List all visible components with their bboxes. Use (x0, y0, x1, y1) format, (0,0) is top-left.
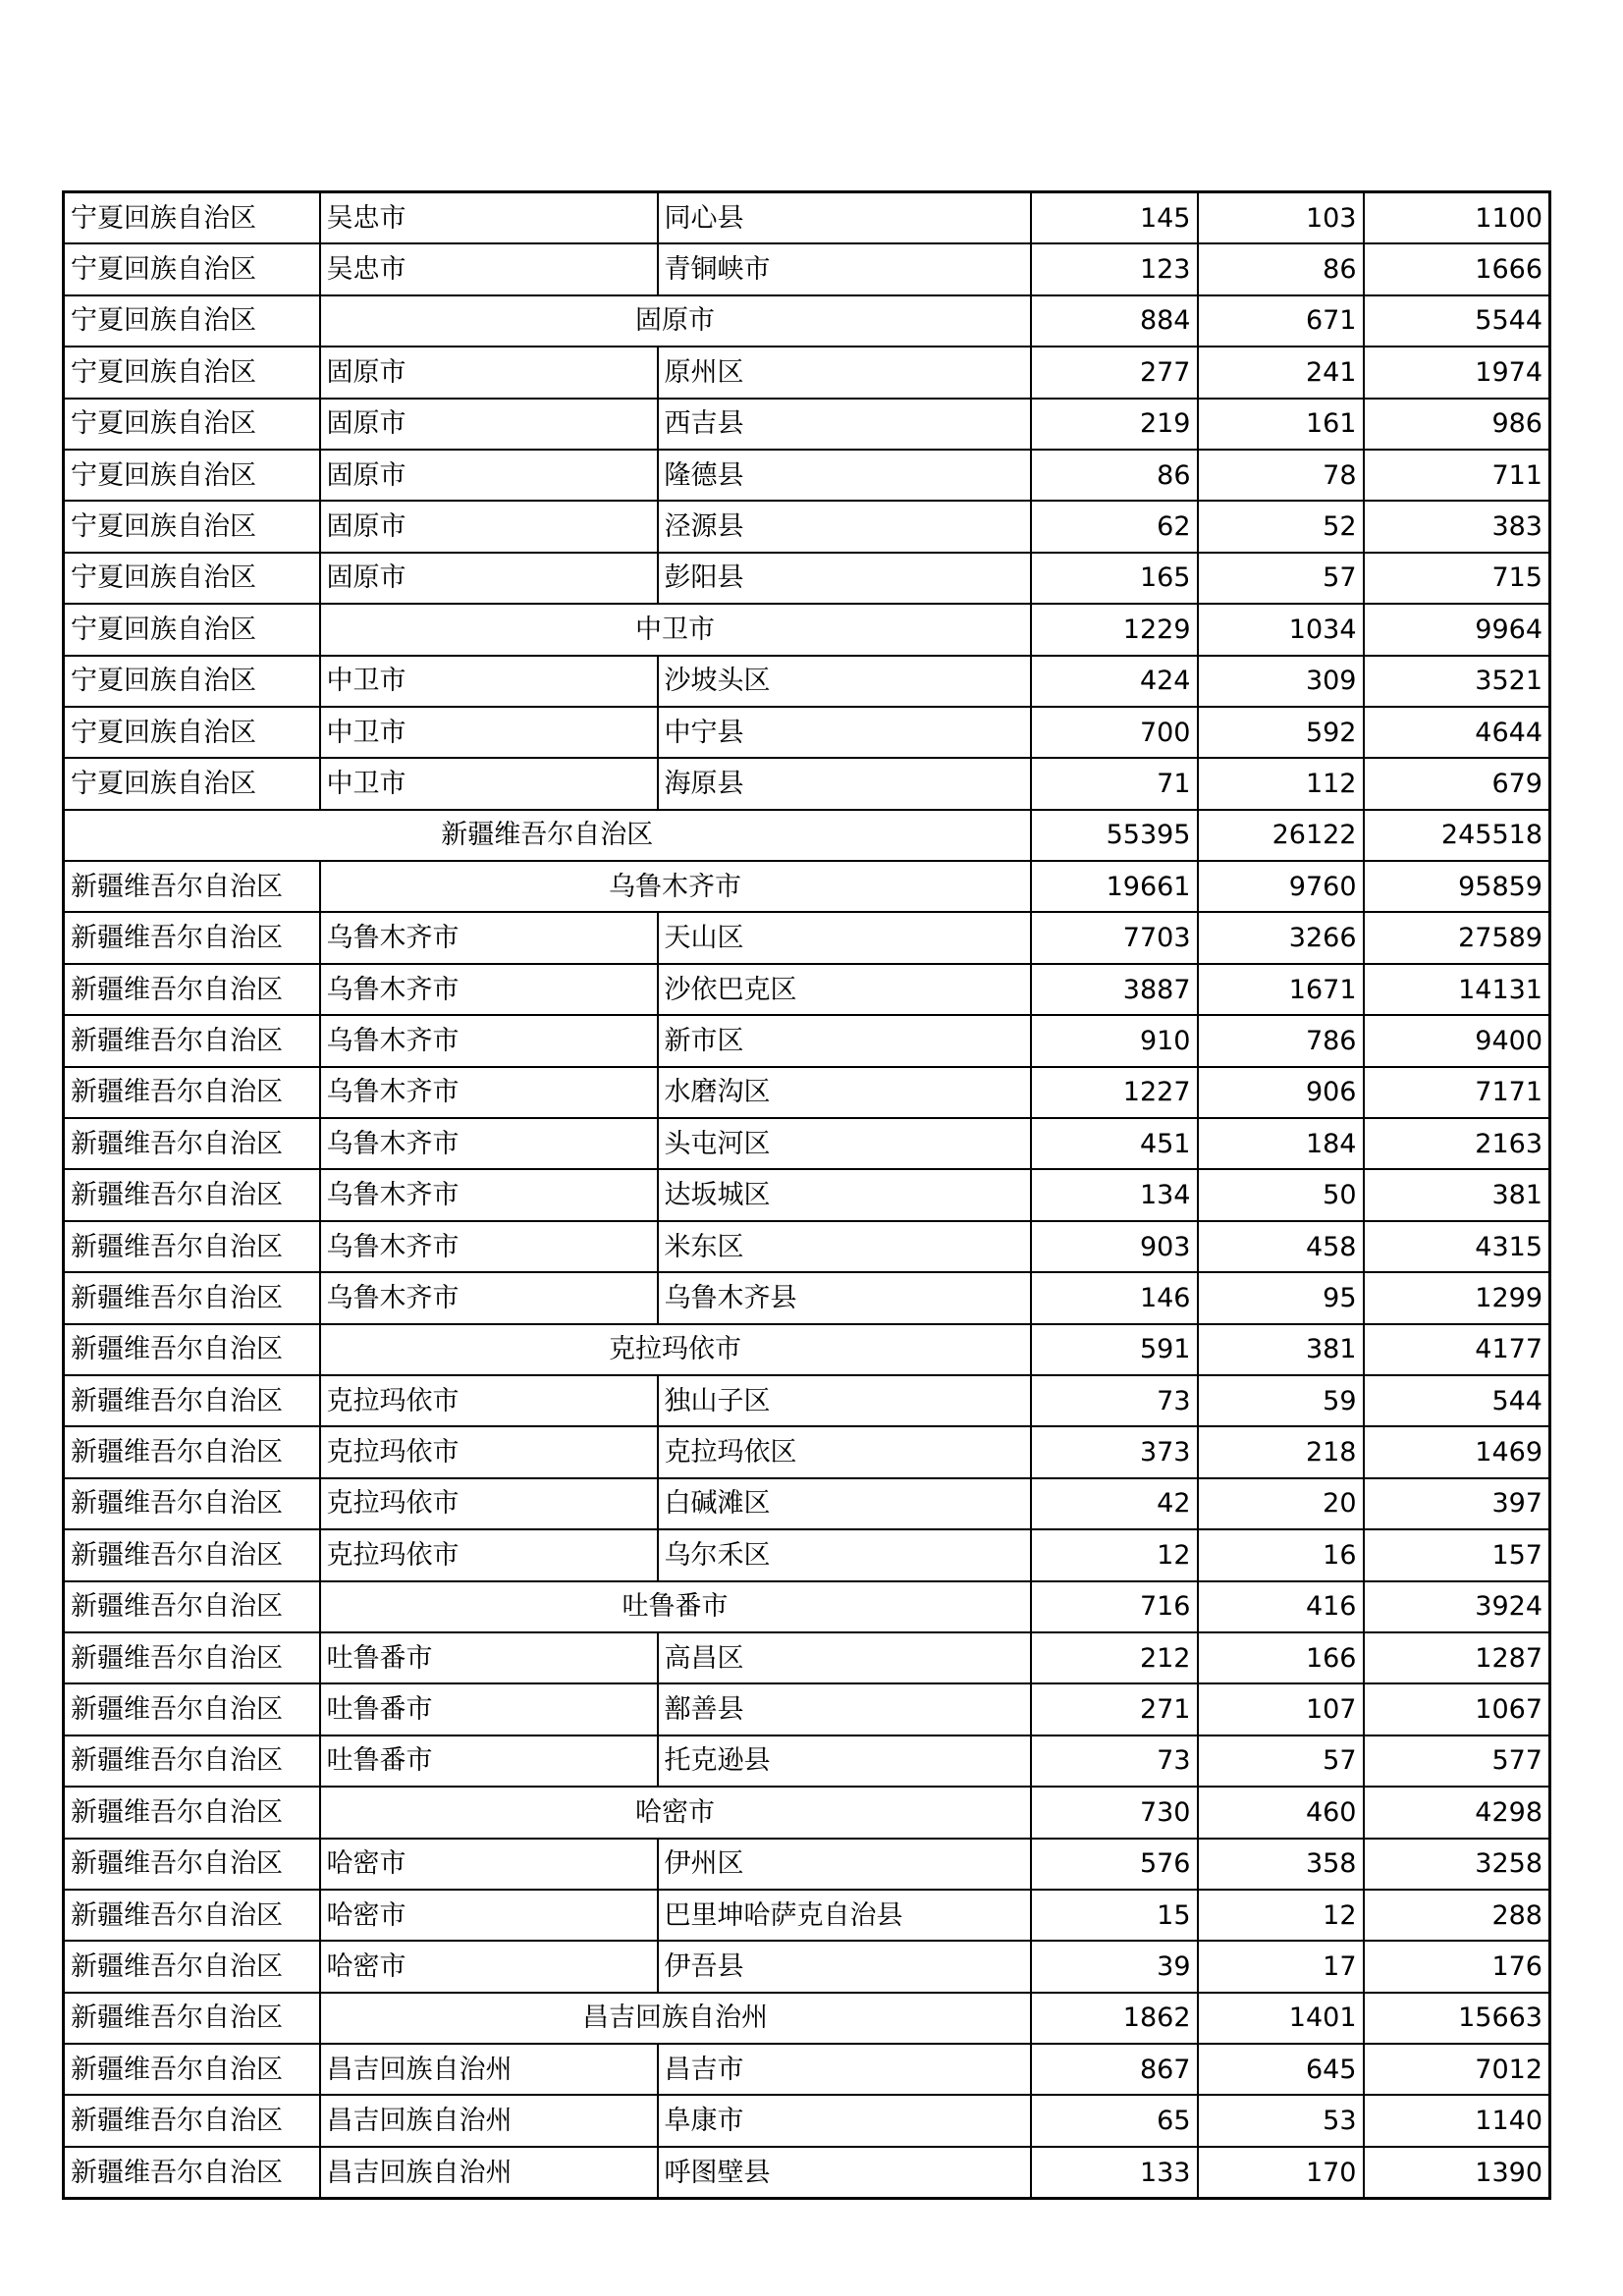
province-cell: 新疆维吾尔自治区 (64, 1118, 320, 1169)
province-cell: 新疆维吾尔自治区 (64, 1221, 320, 1272)
county-cell: 海原县 (658, 758, 1031, 809)
province-cell: 新疆维吾尔自治区 (64, 1324, 320, 1375)
county-row (64, 1478, 1550, 1529)
value-1-cell: 1227 (1031, 1067, 1198, 1118)
city-cell: 中卫市 (320, 656, 658, 707)
value-2-cell: 1401 (1198, 1993, 1364, 2044)
value-1-cell: 146 (1031, 1272, 1198, 1323)
county-cell: 西吉县 (658, 399, 1031, 450)
value-3-cell: 4177 (1364, 1324, 1550, 1375)
province-cell: 宁夏回族自治区 (64, 707, 320, 758)
province-name-cell: 新疆维吾尔自治区 (64, 810, 1031, 861)
value-2-cell: 57 (1198, 553, 1364, 604)
city-cell: 吴忠市 (320, 243, 658, 294)
value-1-cell: 134 (1031, 1169, 1198, 1220)
value-3-cell: 4298 (1364, 1787, 1550, 1838)
province-cell: 新疆维吾尔自治区 (64, 1890, 320, 1941)
city-cell: 哈密市 (320, 1941, 658, 1992)
value-1-cell: 1862 (1031, 1993, 1198, 2044)
county-cell: 隆德县 (658, 450, 1031, 501)
value-2-cell: 59 (1198, 1375, 1364, 1426)
value-3-cell: 5544 (1364, 295, 1550, 347)
city-cell: 哈密市 (320, 1839, 658, 1890)
value-2-cell: 416 (1198, 1581, 1364, 1632)
value-2-cell: 26122 (1198, 810, 1364, 861)
city-name-cell: 中卫市 (320, 604, 1031, 655)
value-3-cell: 288 (1364, 1890, 1550, 1941)
county-cell: 高昌区 (658, 1632, 1031, 1683)
county-cell: 沙依巴克区 (658, 964, 1031, 1015)
value-3-cell: 3924 (1364, 1581, 1550, 1632)
value-3-cell: 1390 (1364, 2147, 1550, 2199)
value-3-cell: 1067 (1364, 1683, 1550, 1735)
value-2-cell: 9760 (1198, 861, 1364, 912)
value-1-cell: 424 (1031, 656, 1198, 707)
value-1-cell: 576 (1031, 1839, 1198, 1890)
county-cell: 新市区 (658, 1015, 1031, 1066)
value-2-cell: 103 (1198, 192, 1364, 244)
value-1-cell: 910 (1031, 1015, 1198, 1066)
value-2-cell: 107 (1198, 1683, 1364, 1735)
province-cell: 新疆维吾尔自治区 (64, 1375, 320, 1426)
county-cell: 伊吾县 (658, 1941, 1031, 1992)
province-cell: 新疆维吾尔自治区 (64, 2147, 320, 2199)
city-cell: 固原市 (320, 450, 658, 501)
city-cell: 乌鲁木齐市 (320, 964, 658, 1015)
city-row (64, 295, 1550, 347)
city-cell: 克拉玛依市 (320, 1375, 658, 1426)
county-row (64, 1632, 1550, 1683)
county-row (64, 347, 1550, 398)
city-name-cell: 乌鲁木齐市 (320, 861, 1031, 912)
value-3-cell: 679 (1364, 758, 1550, 809)
value-1-cell: 133 (1031, 2147, 1198, 2199)
value-1-cell: 165 (1031, 553, 1198, 604)
value-3-cell: 577 (1364, 1735, 1550, 1787)
city-cell: 固原市 (320, 399, 658, 450)
value-3-cell: 7171 (1364, 1067, 1550, 1118)
value-3-cell: 711 (1364, 450, 1550, 501)
county-cell: 白碱滩区 (658, 1478, 1031, 1529)
value-2-cell: 381 (1198, 1324, 1364, 1375)
city-cell: 吴忠市 (320, 192, 658, 244)
county-row (64, 964, 1550, 1015)
province-cell: 新疆维吾尔自治区 (64, 1993, 320, 2044)
city-cell: 昌吉回族自治州 (320, 2147, 658, 2199)
county-cell: 彭阳县 (658, 553, 1031, 604)
value-3-cell: 1140 (1364, 2095, 1550, 2146)
province-cell: 宁夏回族自治区 (64, 347, 320, 398)
value-1-cell: 451 (1031, 1118, 1198, 1169)
county-cell: 阜康市 (658, 2095, 1031, 2146)
county-row (64, 1529, 1550, 1580)
county-row (64, 1169, 1550, 1220)
value-2-cell: 12 (1198, 1890, 1364, 1941)
county-row (64, 399, 1550, 450)
city-cell: 固原市 (320, 553, 658, 604)
table-body (64, 192, 1550, 2199)
county-row (64, 1067, 1550, 1118)
county-cell: 乌尔禾区 (658, 1529, 1031, 1580)
value-2-cell: 86 (1198, 243, 1364, 294)
province-cell: 宁夏回族自治区 (64, 399, 320, 450)
city-name-cell: 昌吉回族自治州 (320, 1993, 1031, 2044)
value-1-cell: 39 (1031, 1941, 1198, 1992)
county-cell: 沙坡头区 (658, 656, 1031, 707)
value-1-cell: 15 (1031, 1890, 1198, 1941)
province-cell: 宁夏回族自治区 (64, 758, 320, 809)
value-1-cell: 19661 (1031, 861, 1198, 912)
county-cell: 米东区 (658, 1221, 1031, 1272)
province-cell: 新疆维吾尔自治区 (64, 1478, 320, 1529)
county-cell: 泾源县 (658, 501, 1031, 552)
county-cell: 天山区 (658, 912, 1031, 963)
county-cell: 头屯河区 (658, 1118, 1031, 1169)
province-cell: 新疆维吾尔自治区 (64, 1735, 320, 1787)
province-cell: 新疆维吾尔自治区 (64, 1169, 320, 1220)
county-row (64, 758, 1550, 809)
value-2-cell: 95 (1198, 1272, 1364, 1323)
value-2-cell: 458 (1198, 1221, 1364, 1272)
county-cell: 中宁县 (658, 707, 1031, 758)
province-cell: 新疆维吾尔自治区 (64, 1426, 320, 1477)
county-row (64, 1839, 1550, 1890)
value-2-cell: 52 (1198, 501, 1364, 552)
province-cell: 新疆维吾尔自治区 (64, 964, 320, 1015)
value-2-cell: 309 (1198, 656, 1364, 707)
county-row (64, 1221, 1550, 1272)
province-cell: 宁夏回族自治区 (64, 604, 320, 655)
value-3-cell: 1469 (1364, 1426, 1550, 1477)
value-1-cell: 7703 (1031, 912, 1198, 963)
value-3-cell: 9964 (1364, 604, 1550, 655)
county-row (64, 656, 1550, 707)
value-3-cell: 397 (1364, 1478, 1550, 1529)
county-cell: 独山子区 (658, 1375, 1031, 1426)
city-cell: 乌鲁木齐市 (320, 912, 658, 963)
county-row (64, 2095, 1550, 2146)
city-cell: 吐鲁番市 (320, 1735, 658, 1787)
county-cell: 呼图壁县 (658, 2147, 1031, 2199)
county-cell: 昌吉市 (658, 2044, 1031, 2095)
city-name-cell: 吐鲁番市 (320, 1581, 1031, 1632)
value-1-cell: 65 (1031, 2095, 1198, 2146)
province-cell: 新疆维吾尔自治区 (64, 2095, 320, 2146)
city-cell: 克拉玛依市 (320, 1478, 658, 1529)
county-row (64, 553, 1550, 604)
province-cell: 新疆维吾尔自治区 (64, 2044, 320, 2095)
value-1-cell: 86 (1031, 450, 1198, 501)
value-2-cell: 671 (1198, 295, 1364, 347)
county-row (64, 707, 1550, 758)
value-1-cell: 3887 (1031, 964, 1198, 1015)
county-row (64, 2147, 1550, 2199)
city-cell: 昌吉回族自治州 (320, 2095, 658, 2146)
value-1-cell: 716 (1031, 1581, 1198, 1632)
value-1-cell: 62 (1031, 501, 1198, 552)
province-cell: 新疆维吾尔自治区 (64, 1067, 320, 1118)
value-1-cell: 277 (1031, 347, 1198, 398)
province-cell: 宁夏回族自治区 (64, 192, 320, 244)
value-3-cell: 1287 (1364, 1632, 1550, 1683)
value-2-cell: 1671 (1198, 964, 1364, 1015)
value-2-cell: 57 (1198, 1735, 1364, 1787)
value-2-cell: 1034 (1198, 604, 1364, 655)
value-3-cell: 2163 (1364, 1118, 1550, 1169)
value-2-cell: 241 (1198, 347, 1364, 398)
city-cell: 中卫市 (320, 707, 658, 758)
city-cell: 昌吉回族自治州 (320, 2044, 658, 2095)
city-cell: 吐鲁番市 (320, 1683, 658, 1735)
value-1-cell: 884 (1031, 295, 1198, 347)
city-cell: 乌鲁木齐市 (320, 1221, 658, 1272)
value-1-cell: 591 (1031, 1324, 1198, 1375)
city-name-cell: 克拉玛依市 (320, 1324, 1031, 1375)
province-cell: 新疆维吾尔自治区 (64, 1941, 320, 1992)
province-cell: 宁夏回族自治区 (64, 295, 320, 347)
value-3-cell: 7012 (1364, 2044, 1550, 2095)
county-row (64, 1118, 1550, 1169)
county-cell: 克拉玛依区 (658, 1426, 1031, 1477)
value-3-cell: 15663 (1364, 1993, 1550, 2044)
value-3-cell: 383 (1364, 501, 1550, 552)
county-row (64, 1375, 1550, 1426)
value-3-cell: 4315 (1364, 1221, 1550, 1272)
value-3-cell: 176 (1364, 1941, 1550, 1992)
city-cell: 克拉玛依市 (320, 1529, 658, 1580)
value-3-cell: 986 (1364, 399, 1550, 450)
city-cell: 乌鲁木齐市 (320, 1169, 658, 1220)
county-row (64, 243, 1550, 294)
value-2-cell: 112 (1198, 758, 1364, 809)
city-cell: 哈密市 (320, 1890, 658, 1941)
value-1-cell: 73 (1031, 1735, 1198, 1787)
city-name-cell: 哈密市 (320, 1787, 1031, 1838)
value-1-cell: 219 (1031, 399, 1198, 450)
province-cell: 宁夏回族自治区 (64, 656, 320, 707)
province-cell: 宁夏回族自治区 (64, 243, 320, 294)
county-cell: 水磨沟区 (658, 1067, 1031, 1118)
value-3-cell: 27589 (1364, 912, 1550, 963)
county-cell: 同心县 (658, 192, 1031, 244)
value-2-cell: 78 (1198, 450, 1364, 501)
province-cell: 新疆维吾尔自治区 (64, 1272, 320, 1323)
county-row (64, 450, 1550, 501)
county-cell: 乌鲁木齐县 (658, 1272, 1031, 1323)
value-2-cell: 53 (1198, 2095, 1364, 2146)
value-3-cell: 3521 (1364, 656, 1550, 707)
value-1-cell: 145 (1031, 192, 1198, 244)
county-cell: 原州区 (658, 347, 1031, 398)
value-3-cell: 245518 (1364, 810, 1550, 861)
city-cell: 中卫市 (320, 758, 658, 809)
value-1-cell: 42 (1031, 1478, 1198, 1529)
value-3-cell: 157 (1364, 1529, 1550, 1580)
value-1-cell: 123 (1031, 243, 1198, 294)
county-cell: 托克逊县 (658, 1735, 1031, 1787)
value-2-cell: 161 (1198, 399, 1364, 450)
value-3-cell: 715 (1364, 553, 1550, 604)
city-cell: 乌鲁木齐市 (320, 1272, 658, 1323)
city-row (64, 1324, 1550, 1375)
value-2-cell: 17 (1198, 1941, 1364, 1992)
value-2-cell: 16 (1198, 1529, 1364, 1580)
province-cell: 新疆维吾尔自治区 (64, 1581, 320, 1632)
county-row (64, 192, 1550, 244)
province-cell: 新疆维吾尔自治区 (64, 1015, 320, 1066)
county-row (64, 501, 1550, 552)
value-2-cell: 3266 (1198, 912, 1364, 963)
value-1-cell: 271 (1031, 1683, 1198, 1735)
value-1-cell: 373 (1031, 1426, 1198, 1477)
province-cell: 新疆维吾尔自治区 (64, 1632, 320, 1683)
statistics-table (62, 190, 1551, 2200)
city-row (64, 861, 1550, 912)
value-3-cell: 9400 (1364, 1015, 1550, 1066)
value-2-cell: 50 (1198, 1169, 1364, 1220)
value-1-cell: 55395 (1031, 810, 1198, 861)
value-2-cell: 460 (1198, 1787, 1364, 1838)
county-row (64, 1272, 1550, 1323)
value-1-cell: 1229 (1031, 604, 1198, 655)
value-1-cell: 700 (1031, 707, 1198, 758)
value-2-cell: 20 (1198, 1478, 1364, 1529)
value-2-cell: 906 (1198, 1067, 1364, 1118)
city-row (64, 604, 1550, 655)
value-3-cell: 1100 (1364, 192, 1550, 244)
province-row (64, 810, 1550, 861)
province-cell: 新疆维吾尔自治区 (64, 1787, 320, 1838)
value-1-cell: 212 (1031, 1632, 1198, 1683)
value-3-cell: 4644 (1364, 707, 1550, 758)
city-row (64, 1581, 1550, 1632)
county-cell: 达坂城区 (658, 1169, 1031, 1220)
value-2-cell: 184 (1198, 1118, 1364, 1169)
value-3-cell: 14131 (1364, 964, 1550, 1015)
county-row (64, 912, 1550, 963)
value-3-cell: 1666 (1364, 243, 1550, 294)
value-2-cell: 645 (1198, 2044, 1364, 2095)
value-3-cell: 381 (1364, 1169, 1550, 1220)
value-1-cell: 730 (1031, 1787, 1198, 1838)
value-1-cell: 903 (1031, 1221, 1198, 1272)
province-cell: 新疆维吾尔自治区 (64, 1683, 320, 1735)
value-1-cell: 12 (1031, 1529, 1198, 1580)
province-cell: 宁夏回族自治区 (64, 501, 320, 552)
value-2-cell: 166 (1198, 1632, 1364, 1683)
value-2-cell: 358 (1198, 1839, 1364, 1890)
province-cell: 新疆维吾尔自治区 (64, 1529, 320, 1580)
value-3-cell: 1974 (1364, 347, 1550, 398)
value-2-cell: 218 (1198, 1426, 1364, 1477)
county-row (64, 1735, 1550, 1787)
county-cell: 鄯善县 (658, 1683, 1031, 1735)
city-cell: 乌鲁木齐市 (320, 1067, 658, 1118)
county-cell: 青铜峡市 (658, 243, 1031, 294)
county-row (64, 1015, 1550, 1066)
value-3-cell: 1299 (1364, 1272, 1550, 1323)
province-cell: 宁夏回族自治区 (64, 450, 320, 501)
value-2-cell: 786 (1198, 1015, 1364, 1066)
city-cell: 乌鲁木齐市 (320, 1015, 658, 1066)
value-1-cell: 73 (1031, 1375, 1198, 1426)
county-row (64, 1426, 1550, 1477)
city-cell: 乌鲁木齐市 (320, 1118, 658, 1169)
value-3-cell: 544 (1364, 1375, 1550, 1426)
value-2-cell: 170 (1198, 2147, 1364, 2199)
city-cell: 固原市 (320, 347, 658, 398)
county-cell: 伊州区 (658, 1839, 1031, 1890)
city-row (64, 1993, 1550, 2044)
city-cell: 固原市 (320, 501, 658, 552)
county-row (64, 1941, 1550, 1992)
county-row (64, 1683, 1550, 1735)
province-cell: 新疆维吾尔自治区 (64, 912, 320, 963)
city-name-cell: 固原市 (320, 295, 1031, 347)
value-1-cell: 867 (1031, 2044, 1198, 2095)
value-3-cell: 3258 (1364, 1839, 1550, 1890)
value-1-cell: 71 (1031, 758, 1198, 809)
province-cell: 新疆维吾尔自治区 (64, 861, 320, 912)
province-cell: 新疆维吾尔自治区 (64, 1839, 320, 1890)
value-2-cell: 592 (1198, 707, 1364, 758)
county-cell: 巴里坤哈萨克自治县 (658, 1890, 1031, 1941)
city-cell: 克拉玛依市 (320, 1426, 658, 1477)
county-row (64, 2044, 1550, 2095)
city-cell: 吐鲁番市 (320, 1632, 658, 1683)
value-3-cell: 95859 (1364, 861, 1550, 912)
province-cell: 宁夏回族自治区 (64, 553, 320, 604)
city-row (64, 1787, 1550, 1838)
county-row (64, 1890, 1550, 1941)
